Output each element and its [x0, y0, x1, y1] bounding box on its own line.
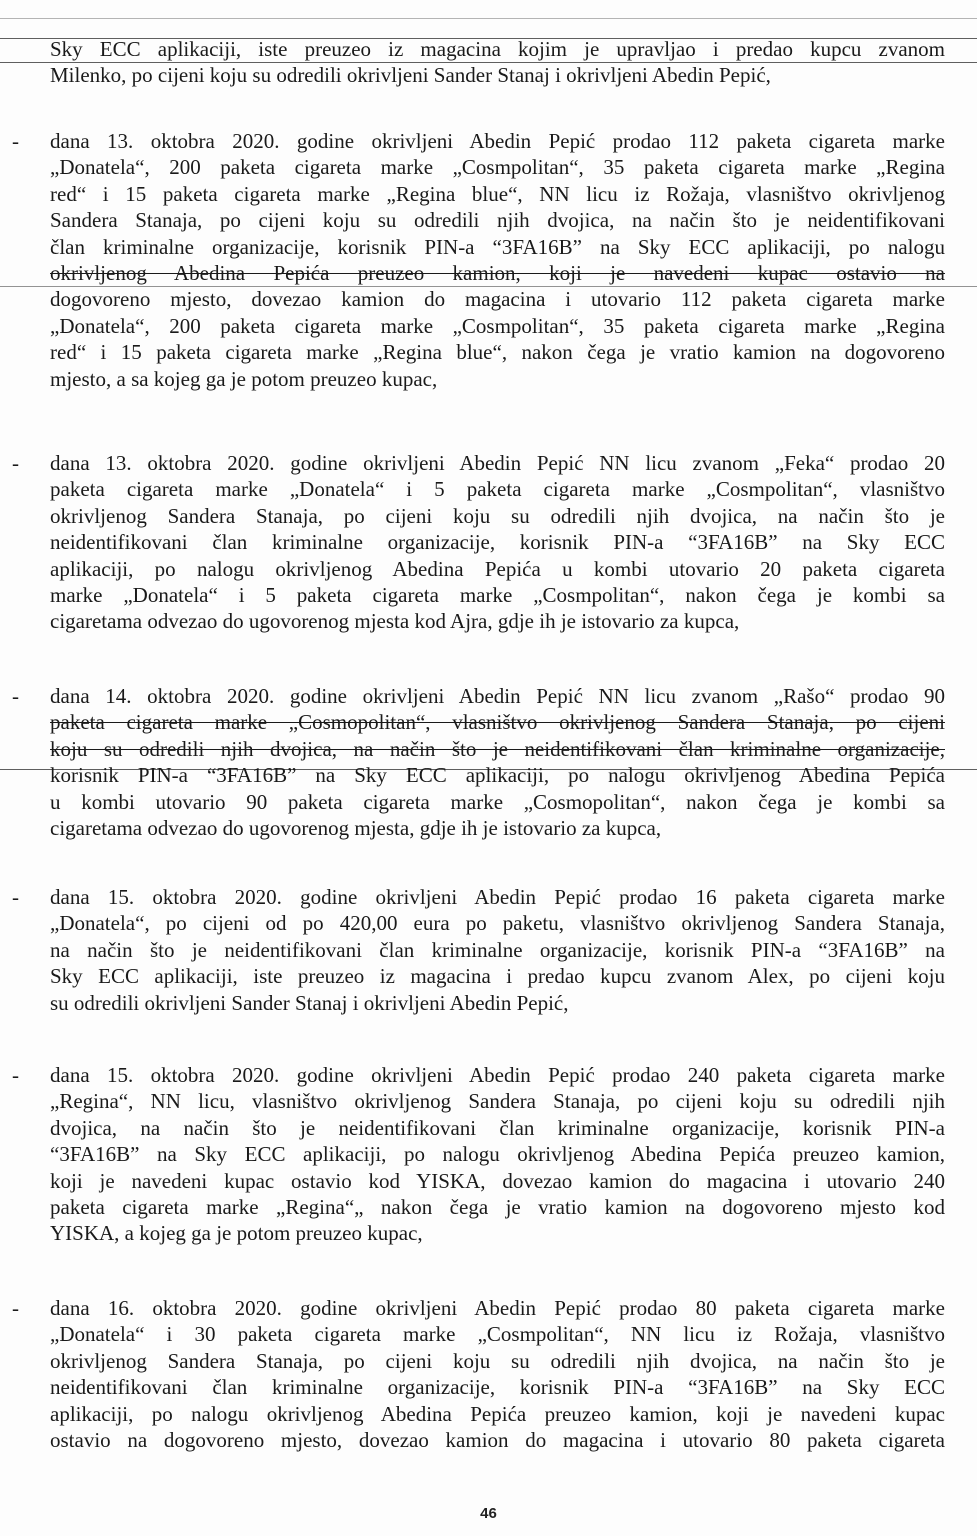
text-line: u kombi utovario 90 paketa cigareta marke „Cosmopolitan“, nakon čega je kombi sa [50, 789, 945, 814]
text-line: paketa cigareta marke „Cosmopolitan“, vlasništvo okrivljenog Sandera Stanaja, po cijeni [50, 710, 945, 735]
text-line: „Donatela“, 200 paketa cigareta marke „Cosmpolitan“, 35 paketa cigareta marke „Regina [50, 313, 945, 338]
text-line: okrivljenog Abedina Pepića preuzeo kamion, koji je navedeni kupac ostavio na [50, 260, 945, 285]
text-line: „Regina“, NN licu, vlasništvo okrivljenog Sandera Stanaja, po cijeni koju su odredili njih [50, 1089, 945, 1114]
text-line: Sky ECC aplikaciji, iste preuzeo iz magacina i predao kupcu zvanom Alex, po cijeni koju [50, 964, 945, 989]
text-line: dogovoreno mjesto, dovezao kamion do magacina i utovario 112 paketa cigareta marke [50, 287, 945, 312]
text-line: Sky ECC aplikaciji, iste preuzeo iz magacina kojim je upravljao i predao kupcu zvanom [50, 37, 945, 61]
text-line: dana 15. oktobra 2020. godine okrivljeni Abedin Pepić prodao 240 paketa cigareta marke [50, 1063, 945, 1087]
text-line: dvojica, na način što je neidentifikovani član kriminalne organizacije, korisnik PIN-a [50, 1115, 945, 1140]
text-line: su odredili okrivljeni Sander Stanaj i okrivljeni Abedin Pepić, [50, 990, 569, 1015]
scan-artifact-line [0, 18, 977, 19]
text-line: okrivljenog Sandera Stanaja, po cijeni koju su odredili njih dvojica, na način što je [50, 503, 945, 528]
text-line: mjesto, a sa kojeg ga je potom preuzeo kupac, [50, 366, 438, 391]
text-line: dana 13. oktobra 2020. godine okrivljeni Abedin Pepić prodao 112 paketa cigareta marke [50, 129, 945, 153]
list-item-text [50, 884, 945, 1016]
text-line: dana 14. oktobra 2020. godine okrivljeni Abedin Pepić NN licu zvanom „Rašo“ prodao 90 [50, 684, 945, 708]
text-line: dana 15. oktobra 2020. godine okrivljeni Abedin Pepić prodao 16 paketa cigareta marke [50, 885, 945, 909]
text-line: „Donatela“ i 30 paketa cigareta marke „Cosmpolitan“, NN licu iz Rožaja, vlasništvo [50, 1322, 945, 1347]
text-line: red“ i 15 paketa cigareta marke „Regina blue“, nakon čega je vratio kamion na dogovoreno [50, 340, 945, 365]
list-dash: - [12, 684, 19, 708]
text-line: na način što je neidentifikovani član kriminalne organizacije, korisnik PIN-a “3FA16B” na [50, 937, 945, 962]
text-line: Milenko, po cijeni koju su odredili okrivljeni Sander Stanaj i okrivljeni Abedin Pepić, [50, 63, 771, 88]
text-line: neidentifikovani član kriminalne organizacije, korisnik PIN-a “3FA16B” na Sky ECC [50, 1375, 945, 1400]
list-item-text [50, 683, 945, 841]
list-dash: - [12, 1296, 19, 1320]
text-line: ostavio na dogovoreno mjesto, dovezao kamion do magacina i utovario 80 paketa cigareta [50, 1427, 945, 1452]
text-line: red“ i 15 paketa cigareta marke „Regina blue“, NN licu iz Rožaja, vlasništvo okrivljenog [50, 181, 945, 206]
list-item-text [50, 450, 945, 635]
text-line: YISKA, a kojeg ga je potom preuzeo kupac, [50, 1221, 423, 1246]
text-line: cigaretama odvezao do ugovorenog mjesta, gdje ih je istovario za kupca, [50, 815, 662, 840]
text-line: korisnik PIN-a “3FA16B” na Sky ECC aplikaciji, po nalogu okrivljenog Abedina Pepića [50, 763, 945, 788]
continuation-paragraph [50, 36, 945, 89]
text-line: Sandera Stanaja, po cijeni koju su odredili njih dvojica, na način što je neidentifikovani [50, 208, 945, 233]
text-line: okrivljenog Sandera Stanaja, po cijeni koju su odredili njih dvojica, na način što je [50, 1348, 945, 1373]
text-line: dana 13. oktobra 2020. godine okrivljeni Abedin Pepić NN licu zvanom „Feka“ prodao 20 [50, 451, 945, 475]
list-dash: - [12, 885, 19, 909]
list-item-text [50, 128, 945, 392]
text-line: paketa cigareta marke „Donatela“ i 5 paketa cigareta marke „Cosmpolitan“, vlasništvo [50, 477, 945, 502]
text-line: dana 16. oktobra 2020. godine okrivljeni Abedin Pepić prodao 80 paketa cigareta marke [50, 1296, 945, 1320]
text-line: član kriminalne organizacije, korisnik PIN-a “3FA16B” na Sky ECC aplikaciji, po nalogu [50, 234, 945, 259]
list-dash: - [12, 1063, 19, 1087]
text-line: “3FA16B” na Sky ECC aplikaciji, po nalogu okrivljenog Abedina Pepića preuzeo kamion, [50, 1142, 945, 1167]
list-item-text [50, 1062, 945, 1247]
text-line: neidentifikovani član kriminalne organizacije, korisnik PIN-a “3FA16B” na Sky ECC [50, 530, 945, 555]
text-line: „Donatela“, po cijeni od po 420,00 eura po paketu, vlasništvo okrivljenog Sandera Stanaja, [50, 911, 945, 936]
text-line: paketa cigareta marke „Regina“„ nakon čega je vratio kamion na dogovoreno mjesto kod [50, 1194, 945, 1219]
list-dash: - [12, 451, 19, 475]
text-line: koju su odredili njih dvojica, na način što je neidentifikovani član kriminalne organizacije, [50, 736, 945, 761]
list-dash: - [12, 129, 19, 153]
list-item-text [50, 1295, 945, 1453]
text-line: aplikaciji, po nalogu okrivljenog Abedina Pepića u kombi utovario 20 paketa cigareta [50, 556, 945, 581]
text-line: cigaretama odvezao do ugovorenog mjesta kod Ajra, gdje ih je istovario za kupca, [50, 609, 740, 634]
text-line: koji je navedeni kupac ostavio kod YISKA, dovezao kamion do magacina i utovario 240 [50, 1168, 945, 1193]
page-number: 46 [480, 1505, 497, 1522]
text-line: „Donatela“, 200 paketa cigareta marke „Cosmpolitan“, 35 paketa cigareta marke „Regina [50, 155, 945, 180]
text-line: aplikaciji, po nalogu okrivljenog Abedina Pepića preuzeo kamion, koji je navedeni kupac [50, 1401, 945, 1426]
text-line: marke „Donatela“ i 5 paketa cigareta marke „Cosmpolitan“, nakon čega je kombi sa [50, 582, 945, 607]
